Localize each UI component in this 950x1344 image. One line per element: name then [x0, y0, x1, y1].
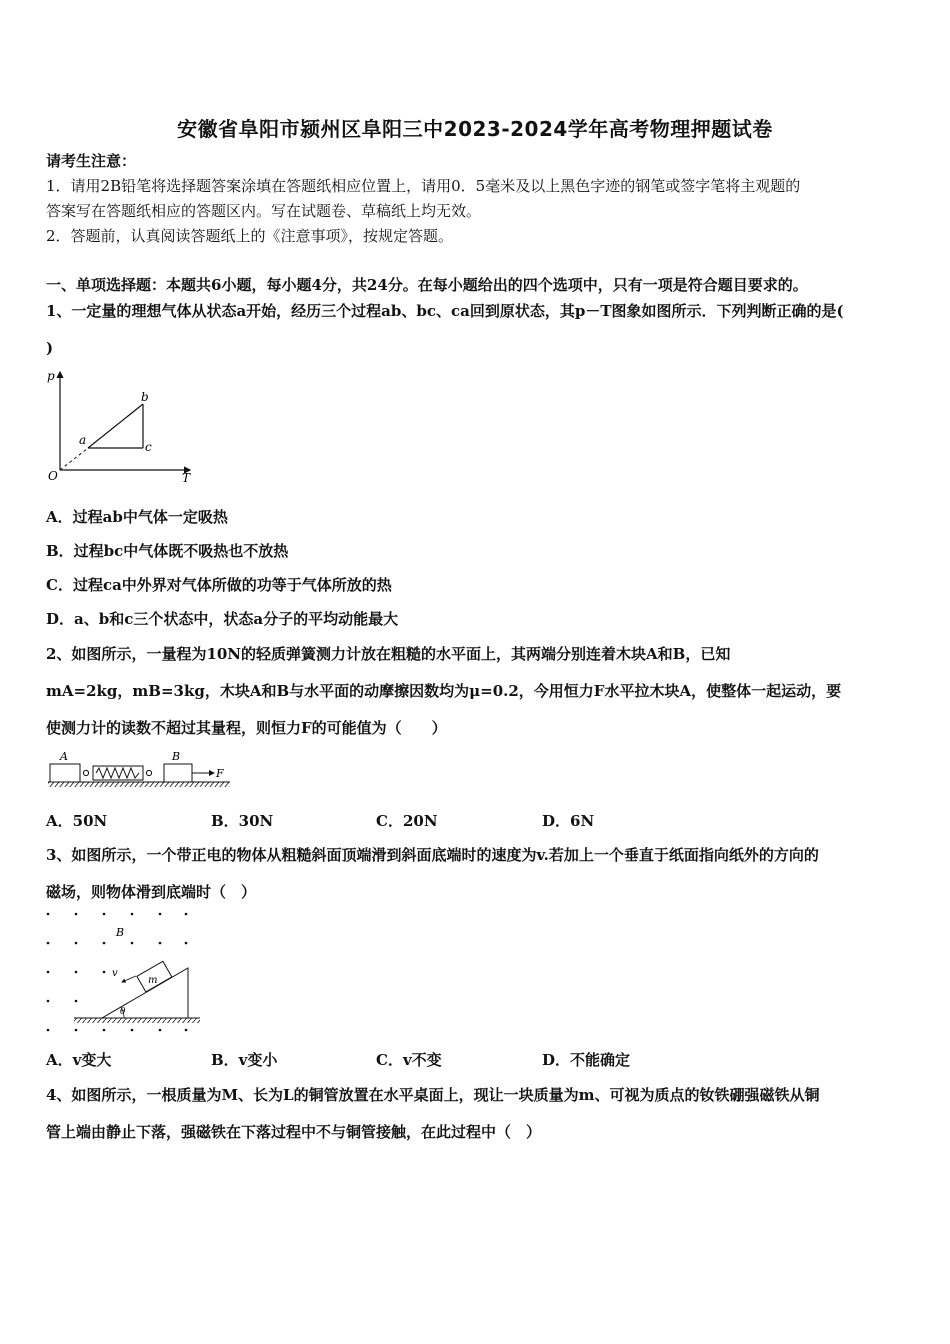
q3-incline-figure [40, 906, 204, 1036]
process-ab [88, 404, 143, 448]
hook-left [83, 770, 88, 775]
label-b: B [172, 750, 181, 763]
hook-right [146, 770, 151, 775]
q3-stem-line-2: 磁场，则物体滑到底端时（ ） [46, 883, 257, 901]
label-m: m [148, 975, 158, 986]
q2-spring-figure [44, 746, 240, 790]
q2-stem-line-1: 2、如图所示，一量程为10N的轻质弹簧测力计放在粗糙的水平面上，其两端分别连着木块A和B，已知 [46, 645, 731, 663]
spring-coil [96, 768, 139, 778]
q2-option-d: D．6N [542, 812, 595, 830]
block-b [164, 764, 192, 782]
q2-stem-line-3: 使测力计的读数不超过其量程，则恒力F的可能值为（ ） [46, 719, 447, 737]
label-f: F [216, 767, 224, 780]
q1-option-d: D．a、b和c三个状态中，状态a分子的平均动能最大 [46, 610, 399, 628]
notice-heading: 请考生注意： [46, 152, 137, 170]
label-b-field: B [116, 926, 125, 939]
q2-option-c: C．20N [376, 812, 438, 830]
label-a: A [60, 750, 68, 763]
q2-stem-line-2: mA=2kg，mB=3kg，木块A和B与水平面的动摩擦因数均为μ=0.2，今用恒力F水平拉木块A，使整体一起运动，要 [46, 682, 842, 700]
state-a-label: a [79, 433, 87, 447]
q1-stem-line-2: ) [46, 339, 54, 357]
q3-option-d: D．不能确定 [542, 1051, 631, 1069]
dashed-extension [60, 448, 88, 470]
state-b-label: b [141, 390, 149, 404]
page-title: 安徽省阜阳市颍州区阜阳三中2023-2024学年高考物理押题试卷 [177, 117, 773, 141]
label-theta: θ [120, 1007, 126, 1017]
q1-stem-line-1: 1、一定量的理想气体从状态a开始，经历三个过程ab、bc、ca回到原状态，其p－T图象如图所示．下列判断正确的是( [46, 302, 844, 320]
q3-option-b: B．v变小 [211, 1051, 278, 1069]
q3-stem-line-1: 3、如图所示，一个带正电的物体从粗糙斜面顶端滑到斜面底端时的速度为v.若加上一个垂直于纸面指向纸外的方向的 [46, 846, 819, 864]
velocity-arrow [122, 976, 136, 982]
ground-hatch [48, 782, 230, 787]
axis-label-p: p [47, 369, 55, 383]
q2-option-a: A．50N [46, 812, 108, 830]
state-c-label: c [145, 440, 152, 454]
q1-option-a: A．过程ab中气体一定吸热 [46, 508, 228, 526]
block-a [50, 764, 80, 782]
label-v: v [112, 968, 118, 979]
q4-stem-line-2: 管上端由静止下落，强磁铁在下落过程中不与铜管接触，在此过程中（ ） [46, 1123, 542, 1141]
q1-option-b: B．过程bc中气体既不吸热也不放热 [46, 542, 289, 560]
notice-item-2: 2．答题前，认真阅读答题纸上的《注意事项》，按规定答题。 [46, 227, 454, 245]
axis-label-t: T [182, 471, 191, 485]
q3-option-c: C．v不变 [376, 1051, 442, 1069]
section-heading: 一、单项选择题：本题共6小题，每小题4分，共24分。在每小题给出的四个选项中，只有一项是符合题目要求的。 [46, 276, 808, 294]
origin-label: O [48, 469, 58, 483]
q1-pt-graph [44, 366, 196, 486]
notice-item-1-line-1: 1．请用2B铅笔将选择题答案涂填在答题纸相应位置上，请用0．5毫米及以上黑色字迹的钢笔或签字笔将主观题的 [46, 177, 801, 195]
q4-stem-line-1: 4、如图所示，一根质量为M、长为L的铜管放置在水平桌面上，现让一块质量为m、可视为质点的钕铁硼强磁铁从铜 [46, 1086, 820, 1104]
ground-hatch [74, 1018, 200, 1023]
notice-item-1-line-2: 答案写在答题纸相应的答题区内。写在试题卷、草稿纸上均无效。 [46, 202, 482, 220]
q3-option-a: A．v变大 [46, 1051, 112, 1069]
q1-option-c: C．过程ca中外界对气体所做的功等于气体所放的热 [46, 576, 392, 594]
q2-option-b: B．30N [211, 812, 274, 830]
